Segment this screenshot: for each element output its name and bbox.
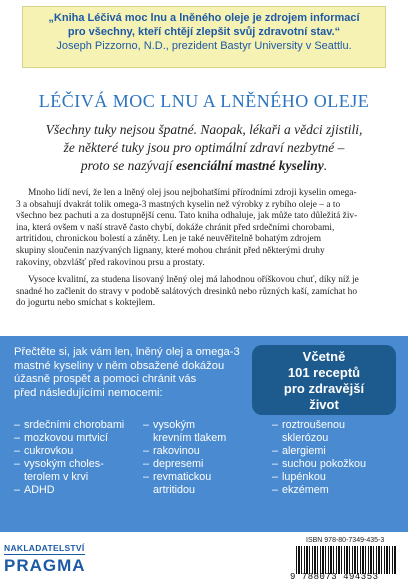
disease-item: – srdečními chorobami xyxy=(14,419,124,432)
recipes-badge-line: Včetně xyxy=(302,349,346,364)
disease-item: – vysokým choles- xyxy=(14,458,124,471)
panel-text-line: mastné kyseliny v něm obsažené dokážou xyxy=(14,359,225,372)
body-line: artritidou, chronickou bolestí a záněty. Len je také neuvěřitelně bohatým zdrojem xyxy=(16,234,322,245)
disease-item: sklerózou xyxy=(282,432,329,444)
quote-author: Joseph Pizzorno, N.D., prezident Bastyr University v Seattlu. xyxy=(56,40,352,52)
panel-text-line: před následujícími nemocemi: xyxy=(14,386,163,399)
body-text xyxy=(16,188,392,310)
publisher-name: PRAGMA xyxy=(4,556,86,575)
disease-item: – lupénkou xyxy=(272,471,366,484)
body-line: skupiny sloučenin nazývaných lignany, které mohou chránit před některými druhy xyxy=(16,245,325,256)
quote-line-1: „Kniha Léčivá moc lnu a lněného oleje je zdrojem informací xyxy=(48,12,360,24)
disease-item: – depresemi xyxy=(143,458,226,471)
body-line: do jogurtu nebo smíchat s koktejlem. xyxy=(16,298,156,309)
body-paragraph-2 xyxy=(16,275,392,310)
disease-item: – alergiemi xyxy=(272,445,366,458)
body-line: Mnoho lidí neví, že len a lněný olej jsou nejbohatšími přírodními zdroji kyselin omega- xyxy=(28,188,357,198)
disease-item: krevním tlakem xyxy=(153,432,227,444)
barcode xyxy=(296,546,396,574)
disease-item: artritidou xyxy=(153,484,196,496)
disease-item: – revmatickou xyxy=(143,471,226,484)
disease-item: – ADHD xyxy=(14,484,124,497)
body-line: snadné ho začlenit do stravy v podobě salátových dresinků nebo různých kaší, zamíchat ho xyxy=(16,286,358,297)
disease-list-col-1 xyxy=(14,419,124,497)
intro-line-3-pre: proto se nazývají xyxy=(80,158,176,173)
panel-text-line: úžasně prospět a pomoci chránit vás xyxy=(14,373,197,386)
endorsement-quote-box xyxy=(22,6,386,68)
body-line: 3 a obsahují dvakrát tolik omega-3 mastných kyselin než výrobky z rybího oleje – a to xyxy=(16,199,341,210)
recipes-badge-line: pro zdravější xyxy=(283,381,365,396)
quote-line-2: pro všechny, kteří chtějí zlepšit svůj zdravotní stav.“ xyxy=(67,26,341,38)
panel-intro-text xyxy=(14,346,244,400)
intro-text xyxy=(18,121,390,175)
disease-list-col-3 xyxy=(272,419,366,497)
body-line: všechno bez pachuti a za dostupnější cenu. Tato kniha odhaluje, jak může tato důležitá živ- xyxy=(16,211,358,222)
recipes-badge-line: 101 receptů xyxy=(287,365,361,380)
body-paragraph-1 xyxy=(16,188,392,269)
publisher-logo xyxy=(4,538,94,578)
publisher-label: NAKLADATELSTVÍ xyxy=(4,543,85,553)
body-line: Vysoce kvalitní, za studena lisovaný lněný olej má lahodnou oříškovou chuť, díky níž je xyxy=(28,275,359,286)
intro-line-1: Všechny tuky nejsou špatné. Naopak, lékaři a vědci zjistili, xyxy=(45,122,363,137)
disease-item: – suchou pokožkou xyxy=(272,458,366,471)
body-line: ina, která ovšem v naší stravě často chybí, dokáže chránit před srdečními chorobami, xyxy=(16,222,335,233)
book-title: LÉČIVÁ MOC LNU A LNĚNÉHO OLEJE xyxy=(38,91,370,111)
intro-line-3-post: . xyxy=(323,158,328,173)
body-line: rakoviny, obzvlášť před rakovinou prsu a prostaty. xyxy=(16,257,205,268)
disease-item: – vysokým xyxy=(143,419,226,432)
disease-list-col-2 xyxy=(143,419,226,497)
intro-line-2: že některé tuky jsou pro optimální zdraví nezbytné – xyxy=(63,140,345,155)
disease-item: – roztroušenou xyxy=(272,419,366,432)
recipes-badge-line: život xyxy=(309,397,339,412)
disease-item: – cukrovkou xyxy=(14,445,124,458)
panel-text-line: Přečtěte si, jak vám len, lněný olej a omega-3 xyxy=(14,346,240,358)
isbn: ISBN 978-80-7349-435-3 xyxy=(306,537,385,544)
disease-item: – rakovinou xyxy=(143,445,226,458)
barcode-number: 9 788073 494353 xyxy=(290,572,379,582)
disease-item: – ekzémem xyxy=(272,484,366,497)
recipes-badge xyxy=(252,345,396,415)
intro-emphasis: esenciální mastné kyseliny xyxy=(176,158,324,173)
disease-item: terolem v krvi xyxy=(24,471,89,483)
disease-item: – mozkovou mrtvicí xyxy=(14,432,124,445)
intro-line-3 xyxy=(18,157,390,175)
